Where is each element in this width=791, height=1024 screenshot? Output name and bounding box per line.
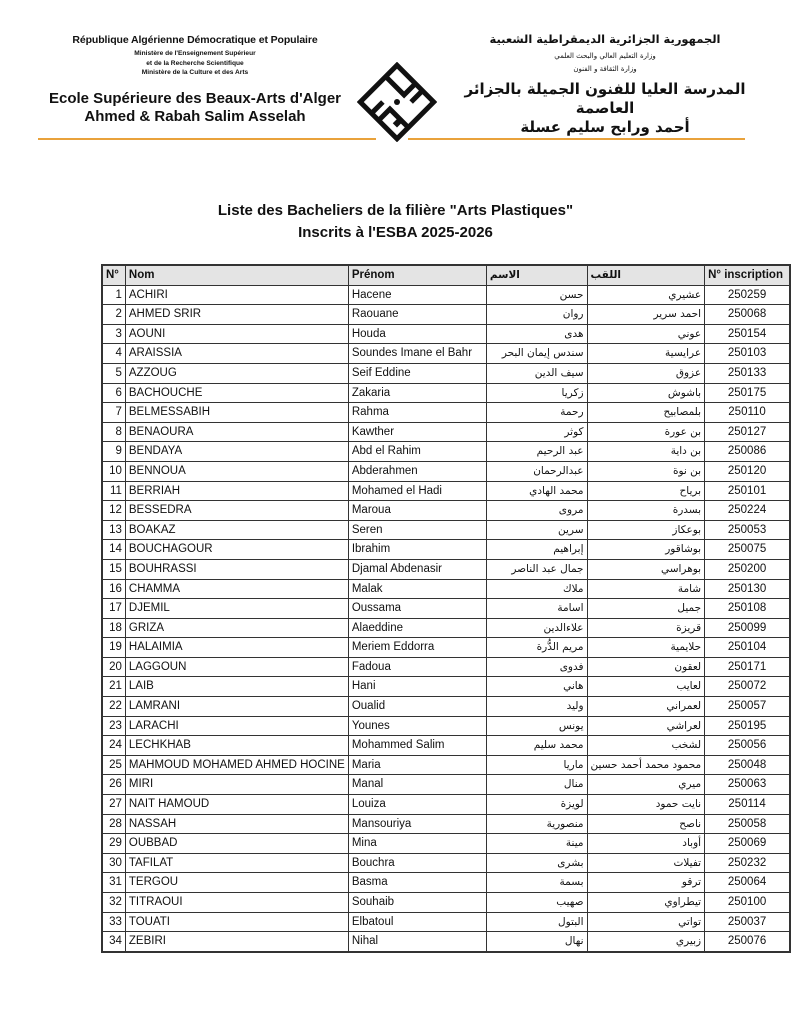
cell-prenom: Houda xyxy=(348,324,486,344)
cell-inscription: 250057 xyxy=(705,697,790,717)
cell-inscription: 250048 xyxy=(705,755,790,775)
cell-laqab: ناصح xyxy=(587,814,705,834)
cell-prenom: Basma xyxy=(348,873,486,893)
cell-inscription: 250232 xyxy=(705,853,790,873)
cell-prenom: Ibrahim xyxy=(348,540,486,560)
cell-laqab: ترقو xyxy=(587,873,705,893)
cell-laqab: تيطراوي xyxy=(587,893,705,913)
cell-number: 34 xyxy=(102,932,125,952)
col-header-ism: الاسم xyxy=(486,265,587,285)
cell-laqab: زبيري xyxy=(587,932,705,952)
cell-nom: BELMESSABIH xyxy=(125,403,348,423)
cell-number: 6 xyxy=(102,383,125,403)
cell-prenom: Hani xyxy=(348,677,486,697)
title-line1: Liste des Bacheliers de la filière "Arts Plastiques" xyxy=(217,202,574,219)
cell-prenom: Nihal xyxy=(348,932,486,952)
cell-ism: علاءالدين xyxy=(486,618,587,638)
table-row xyxy=(102,559,790,579)
cell-inscription: 250108 xyxy=(705,599,790,619)
ministry-line: Ministère de la Culture et des Arts xyxy=(141,69,249,76)
cell-nom: MAHMOUD MOHAMED AHMED HOCINE xyxy=(125,755,348,775)
cell-nom: TAFILAT xyxy=(125,853,348,873)
cell-ism: عبدالرحمان xyxy=(486,461,587,481)
cell-ism: بسمة xyxy=(486,873,587,893)
cell-laqab: بوشاقور xyxy=(587,540,705,560)
table-row xyxy=(102,344,790,364)
cell-number: 31 xyxy=(102,873,125,893)
cell-laqab: عشيري xyxy=(587,285,705,305)
cell-laqab: لعقون xyxy=(587,657,705,677)
cell-prenom: Rahma xyxy=(348,403,486,423)
table-row xyxy=(102,324,790,344)
cell-inscription: 250053 xyxy=(705,520,790,540)
cell-nom: BOUCHAGOUR xyxy=(125,540,348,560)
cell-laqab: باشوش xyxy=(587,383,705,403)
cell-laqab: تفيلات xyxy=(587,853,705,873)
cell-laqab: محمود محمد أحمد حسين xyxy=(587,755,705,775)
cell-prenom: Fadoua xyxy=(348,657,486,677)
cell-inscription: 250120 xyxy=(705,461,790,481)
cell-nom: TERGOU xyxy=(125,873,348,893)
table-row xyxy=(102,481,790,501)
table-row xyxy=(102,775,790,795)
cell-laqab: احمد سرير xyxy=(587,305,705,325)
cell-number: 4 xyxy=(102,344,125,364)
cell-nom: ZEBIRI xyxy=(125,932,348,952)
cell-nom: BERRIAH xyxy=(125,481,348,501)
cell-prenom: Mina xyxy=(348,834,486,854)
cell-prenom: Alaeddine xyxy=(348,618,486,638)
cell-laqab: أوباد xyxy=(587,834,705,854)
cell-prenom: Oussama xyxy=(348,599,486,619)
cell-number: 20 xyxy=(102,657,125,677)
cell-laqab: شامة xyxy=(587,579,705,599)
table-row xyxy=(102,422,790,442)
cell-inscription: 250130 xyxy=(705,579,790,599)
cell-inscription: 250133 xyxy=(705,363,790,383)
cell-ism: اسامة xyxy=(486,599,587,619)
cell-laqab: لعراشي xyxy=(587,716,705,736)
table-row xyxy=(102,599,790,619)
cell-ism: سيف الدين xyxy=(486,363,587,383)
cell-prenom: Djamal Abdenasir xyxy=(348,559,486,579)
cell-number: 13 xyxy=(102,520,125,540)
cell-number: 24 xyxy=(102,736,125,756)
cell-prenom: Younes xyxy=(348,716,486,736)
ministries-fr xyxy=(20,49,370,78)
cell-inscription: 250200 xyxy=(705,559,790,579)
cell-number: 12 xyxy=(102,501,125,521)
table-row xyxy=(102,853,790,873)
cell-ism: هاني xyxy=(486,677,587,697)
cell-nom: LAGGOUN xyxy=(125,657,348,677)
table-row xyxy=(102,697,790,717)
cell-prenom: Abderahmen xyxy=(348,461,486,481)
school-name-fr xyxy=(20,90,370,126)
cell-ism: زكريا xyxy=(486,383,587,403)
cell-nom: LAMRANI xyxy=(125,697,348,717)
table-row xyxy=(102,540,790,560)
cell-ism: ملاك xyxy=(486,579,587,599)
cell-prenom: Seif Eddine xyxy=(348,363,486,383)
cell-prenom: Mansouriya xyxy=(348,814,486,834)
table-row xyxy=(102,932,790,952)
cell-inscription: 250100 xyxy=(705,893,790,913)
table-row xyxy=(102,461,790,481)
cell-number: 28 xyxy=(102,814,125,834)
cell-prenom: Bouchra xyxy=(348,853,486,873)
cell-inscription: 250114 xyxy=(705,795,790,815)
cell-ism: ماريا xyxy=(486,755,587,775)
table-row xyxy=(102,403,790,423)
cell-number: 9 xyxy=(102,442,125,462)
school-line1-fr: Ecole Supérieure des Beaux-Arts d'Alger xyxy=(49,89,341,107)
cell-number: 23 xyxy=(102,716,125,736)
cell-number: 3 xyxy=(102,324,125,344)
col-header-nom: Nom xyxy=(125,265,348,285)
cell-laqab: لشخب xyxy=(587,736,705,756)
cell-nom: BOUHRASSI xyxy=(125,559,348,579)
cell-number: 32 xyxy=(102,893,125,913)
cell-nom: DJEMIL xyxy=(125,599,348,619)
table-row xyxy=(102,716,790,736)
cell-ism: نهال xyxy=(486,932,587,952)
cell-prenom: Soundes Imane el Bahr xyxy=(348,344,486,364)
cell-ism: منصورية xyxy=(486,814,587,834)
cell-number: 2 xyxy=(102,305,125,325)
school-line2-ar: أحمد ورابح سليم عسلة xyxy=(520,118,690,136)
cell-laqab: عوني xyxy=(587,324,705,344)
cell-ism: كوثر xyxy=(486,422,587,442)
cell-inscription: 250103 xyxy=(705,344,790,364)
cell-inscription: 250104 xyxy=(705,638,790,658)
cell-laqab: عرايسية xyxy=(587,344,705,364)
cell-inscription: 250056 xyxy=(705,736,790,756)
cell-prenom: Malak xyxy=(348,579,486,599)
cell-prenom: Meriem Eddorra xyxy=(348,638,486,658)
table-row xyxy=(102,893,790,913)
cell-nom: CHAMMA xyxy=(125,579,348,599)
header-divider-left xyxy=(38,138,376,140)
cell-nom: NASSAH xyxy=(125,814,348,834)
cell-prenom: Louiza xyxy=(348,795,486,815)
cell-inscription: 250086 xyxy=(705,442,790,462)
cell-nom: BESSEDRA xyxy=(125,501,348,521)
cell-number: 10 xyxy=(102,461,125,481)
cell-number: 15 xyxy=(102,559,125,579)
cell-number: 25 xyxy=(102,755,125,775)
school-line1-ar: المدرسة العليا للفنون الجميلة بالجزائر العاصمة xyxy=(464,80,746,117)
cell-inscription: 250076 xyxy=(705,932,790,952)
esba-logo-icon xyxy=(357,62,437,142)
cell-laqab: حلايمية xyxy=(587,638,705,658)
table-row xyxy=(102,834,790,854)
cell-laqab: بوهراسي xyxy=(587,559,705,579)
cell-ism: مينة xyxy=(486,834,587,854)
cell-inscription: 250058 xyxy=(705,814,790,834)
cell-ism: البتول xyxy=(486,912,587,932)
page-title xyxy=(0,200,791,244)
col-header-inscription: N° inscription xyxy=(705,265,790,285)
cell-ism: سرين xyxy=(486,520,587,540)
cell-prenom: Mohammed Salim xyxy=(348,736,486,756)
table-body xyxy=(102,285,790,952)
cell-ism: عبد الرحيم xyxy=(486,442,587,462)
cell-ism: يونس xyxy=(486,716,587,736)
cell-inscription: 250075 xyxy=(705,540,790,560)
school-name-ar xyxy=(455,80,755,137)
cell-nom: ACHIRI xyxy=(125,285,348,305)
cell-nom: ARAISSIA xyxy=(125,344,348,364)
cell-nom: BACHOUCHE xyxy=(125,383,348,403)
cell-prenom: Mohamed el Hadi xyxy=(348,481,486,501)
cell-inscription: 250068 xyxy=(705,305,790,325)
col-header-prenom: Prénom xyxy=(348,265,486,285)
cell-inscription: 250224 xyxy=(705,501,790,521)
cell-laqab: لعمراني xyxy=(587,697,705,717)
cell-inscription: 250110 xyxy=(705,403,790,423)
cell-number: 27 xyxy=(102,795,125,815)
cell-nom: BENDAYA xyxy=(125,442,348,462)
cell-laqab: بن عورة xyxy=(587,422,705,442)
cell-nom: GRIZA xyxy=(125,618,348,638)
cell-ism: حسن xyxy=(486,285,587,305)
header-divider-right xyxy=(408,138,745,140)
cell-prenom: Abd el Rahim xyxy=(348,442,486,462)
cell-prenom: Zakaria xyxy=(348,383,486,403)
title-line2: Inscrits à l'ESBA 2025-2026 xyxy=(298,224,493,241)
cell-prenom: Elbatoul xyxy=(348,912,486,932)
cell-laqab: بوعكاز xyxy=(587,520,705,540)
table-row xyxy=(102,501,790,521)
cell-laqab: برياح xyxy=(587,481,705,501)
students-table xyxy=(101,264,791,953)
table-row xyxy=(102,736,790,756)
cell-inscription: 250063 xyxy=(705,775,790,795)
cell-laqab: ميري xyxy=(587,775,705,795)
cell-nom: OUBBAD xyxy=(125,834,348,854)
cell-number: 17 xyxy=(102,599,125,619)
table-row xyxy=(102,305,790,325)
republic-fr: République Algérienne Démocratique et Populaire xyxy=(72,34,318,46)
cell-ism: سندس إيمان البحر xyxy=(486,344,587,364)
cell-prenom: Manal xyxy=(348,775,486,795)
cell-laqab: تواتي xyxy=(587,912,705,932)
cell-nom: AOUNI xyxy=(125,324,348,344)
cell-prenom: Seren xyxy=(348,520,486,540)
table-header-row xyxy=(102,265,790,285)
cell-ism: وليد xyxy=(486,697,587,717)
cell-ism: جمال عبد الناصر xyxy=(486,559,587,579)
cell-laqab: بلمصابيح xyxy=(587,403,705,423)
table-row xyxy=(102,814,790,834)
table-row xyxy=(102,442,790,462)
table-row xyxy=(102,618,790,638)
cell-nom: LAIB xyxy=(125,677,348,697)
cell-nom: TOUATI xyxy=(125,912,348,932)
cell-inscription: 250195 xyxy=(705,716,790,736)
cell-ism: صهيب xyxy=(486,893,587,913)
cell-laqab: عزوق xyxy=(587,363,705,383)
cell-number: 18 xyxy=(102,618,125,638)
cell-number: 30 xyxy=(102,853,125,873)
cell-number: 33 xyxy=(102,912,125,932)
table-row xyxy=(102,912,790,932)
cell-number: 19 xyxy=(102,638,125,658)
cell-prenom: Souhaib xyxy=(348,893,486,913)
table-row xyxy=(102,657,790,677)
cell-laqab: بسدرة xyxy=(587,501,705,521)
cell-nom: LARACHI xyxy=(125,716,348,736)
table-row xyxy=(102,285,790,305)
ministry-line: وزارة الثقافة و الفنون xyxy=(573,65,637,73)
cell-laqab: قريزة xyxy=(587,618,705,638)
cell-number: 1 xyxy=(102,285,125,305)
cell-number: 5 xyxy=(102,363,125,383)
cell-inscription: 250175 xyxy=(705,383,790,403)
cell-ism: هدى xyxy=(486,324,587,344)
ministry-line: et de la Recherche Scientifique xyxy=(146,59,244,67)
col-header-laqab: اللقب xyxy=(587,265,705,285)
cell-ism: مريم الدُّرة xyxy=(486,638,587,658)
cell-inscription: 250064 xyxy=(705,873,790,893)
school-line2-fr: Ahmed & Rabah Salim Asselah xyxy=(84,107,306,125)
table-row xyxy=(102,383,790,403)
cell-prenom: Maroua xyxy=(348,501,486,521)
cell-prenom: Kawther xyxy=(348,422,486,442)
table-row xyxy=(102,795,790,815)
cell-number: 7 xyxy=(102,403,125,423)
cell-prenom: Maria xyxy=(348,755,486,775)
ministry-line: وزارة التعليم العالي والبحث العلمي xyxy=(554,52,656,60)
cell-nom: AZZOUG xyxy=(125,363,348,383)
cell-laqab: بن نوة xyxy=(587,461,705,481)
table-row xyxy=(102,638,790,658)
cell-ism: محمد سليم xyxy=(486,736,587,756)
cell-prenom: Oualid xyxy=(348,697,486,717)
cell-ism: منال xyxy=(486,775,587,795)
cell-ism: محمد الهادي xyxy=(486,481,587,501)
cell-ism: لويزة xyxy=(486,795,587,815)
cell-laqab: بن داية xyxy=(587,442,705,462)
table-row xyxy=(102,363,790,383)
cell-prenom: Hacene xyxy=(348,285,486,305)
cell-number: 21 xyxy=(102,677,125,697)
cell-laqab: لعايب xyxy=(587,677,705,697)
cell-inscription: 250101 xyxy=(705,481,790,501)
republic-ar: الجمهورية الجزائرية الديمقراطية الشعبية xyxy=(489,32,721,46)
cell-inscription: 250259 xyxy=(705,285,790,305)
table-row xyxy=(102,520,790,540)
cell-laqab: نايت حمود xyxy=(587,795,705,815)
table-row xyxy=(102,755,790,775)
cell-ism: مروى xyxy=(486,501,587,521)
cell-nom: BENAOURA xyxy=(125,422,348,442)
cell-number: 16 xyxy=(102,579,125,599)
cell-ism: روان xyxy=(486,305,587,325)
cell-inscription: 250072 xyxy=(705,677,790,697)
cell-number: 11 xyxy=(102,481,125,501)
cell-ism: فدوى xyxy=(486,657,587,677)
cell-nom: BENNOUA xyxy=(125,461,348,481)
cell-nom: BOAKAZ xyxy=(125,520,348,540)
cell-number: 29 xyxy=(102,834,125,854)
ministry-line: Ministère de l'Enseignement Supérieur xyxy=(134,50,256,57)
cell-nom: MIRI xyxy=(125,775,348,795)
cell-ism: إبراهيم xyxy=(486,540,587,560)
cell-number: 22 xyxy=(102,697,125,717)
cell-number: 8 xyxy=(102,422,125,442)
cell-nom: AHMED SRIR xyxy=(125,305,348,325)
cell-inscription: 250154 xyxy=(705,324,790,344)
cell-nom: TITRAOUI xyxy=(125,893,348,913)
cell-inscription: 250099 xyxy=(705,618,790,638)
cell-inscription: 250069 xyxy=(705,834,790,854)
table-row xyxy=(102,873,790,893)
cell-number: 26 xyxy=(102,775,125,795)
cell-number: 14 xyxy=(102,540,125,560)
header-left-fr xyxy=(20,34,370,126)
table-row xyxy=(102,677,790,697)
col-header-number: N° xyxy=(102,265,125,285)
table-row xyxy=(102,579,790,599)
cell-inscription: 250127 xyxy=(705,422,790,442)
cell-nom: HALAIMIA xyxy=(125,638,348,658)
cell-nom: LECHKHAB xyxy=(125,736,348,756)
cell-ism: بشرى xyxy=(486,853,587,873)
cell-ism: رحمة xyxy=(486,403,587,423)
ministries-ar xyxy=(455,50,755,76)
cell-prenom: Raouane xyxy=(348,305,486,325)
cell-inscription: 250037 xyxy=(705,912,790,932)
cell-nom: NAIT HAMOUD xyxy=(125,795,348,815)
cell-inscription: 250171 xyxy=(705,657,790,677)
header-right-ar xyxy=(455,32,755,137)
cell-laqab: جميل xyxy=(587,599,705,619)
